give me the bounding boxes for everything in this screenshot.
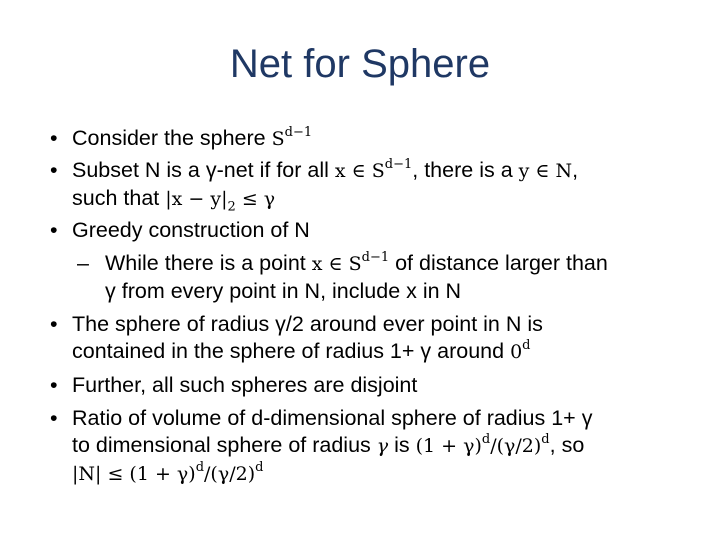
bullet-marker: • <box>50 218 58 242</box>
line: Ratio of volume of d-dimensional sphere of radius 1+ γ <box>72 406 593 430</box>
slide-title: Net for Sphere <box>229 42 491 86</box>
line: While there is a point x ∈ $S^{d-1}$ of distance larger than <box>105 249 608 275</box>
bullet-sphere-radius <box>50 311 700 366</box>
bullet-consider-sphere: • Consider the sphere $S^{d-1}$ <box>50 124 313 150</box>
math-sphere: S <box>271 128 285 150</box>
bullet-marker: • <box>50 312 58 336</box>
bullet-disjoint: • Further, all such spheres are disjoint <box>50 373 418 397</box>
bullet-marker: • <box>50 126 58 150</box>
bullet-marker: • <box>50 158 58 182</box>
line: $|N| \le (1 + \gamma)^d/(\gamma/2)^d$ <box>72 459 264 485</box>
bullet-gamma-net <box>50 157 700 213</box>
bullet-ratio <box>50 405 700 488</box>
sub-bullet-while <box>50 250 700 305</box>
line: contained in the sphere of radius 1+ γ around 0$^d$ <box>72 337 531 363</box>
line: such that $|x - y|_2 \le \gamma$ <box>72 186 276 215</box>
bullet-greedy: • Greedy construction of N <box>50 218 310 242</box>
bullet-list <box>50 125 700 488</box>
line: The sphere of radius γ/2 around ever point in N is <box>72 312 543 336</box>
dash-marker: – <box>77 251 89 275</box>
bullet-marker: • <box>50 373 58 397</box>
line: Subset N is a γ-net if for all x ∈ $S^{d-1}$, there is a y ∈ N, <box>72 156 579 182</box>
line: to dimensional sphere of radius γ is $(1 + \gamma)^d/(\gamma/2)^d$, so <box>72 431 585 457</box>
bullet-marker: • <box>50 406 58 430</box>
line: γ from every point in N, include x in N <box>105 279 462 303</box>
